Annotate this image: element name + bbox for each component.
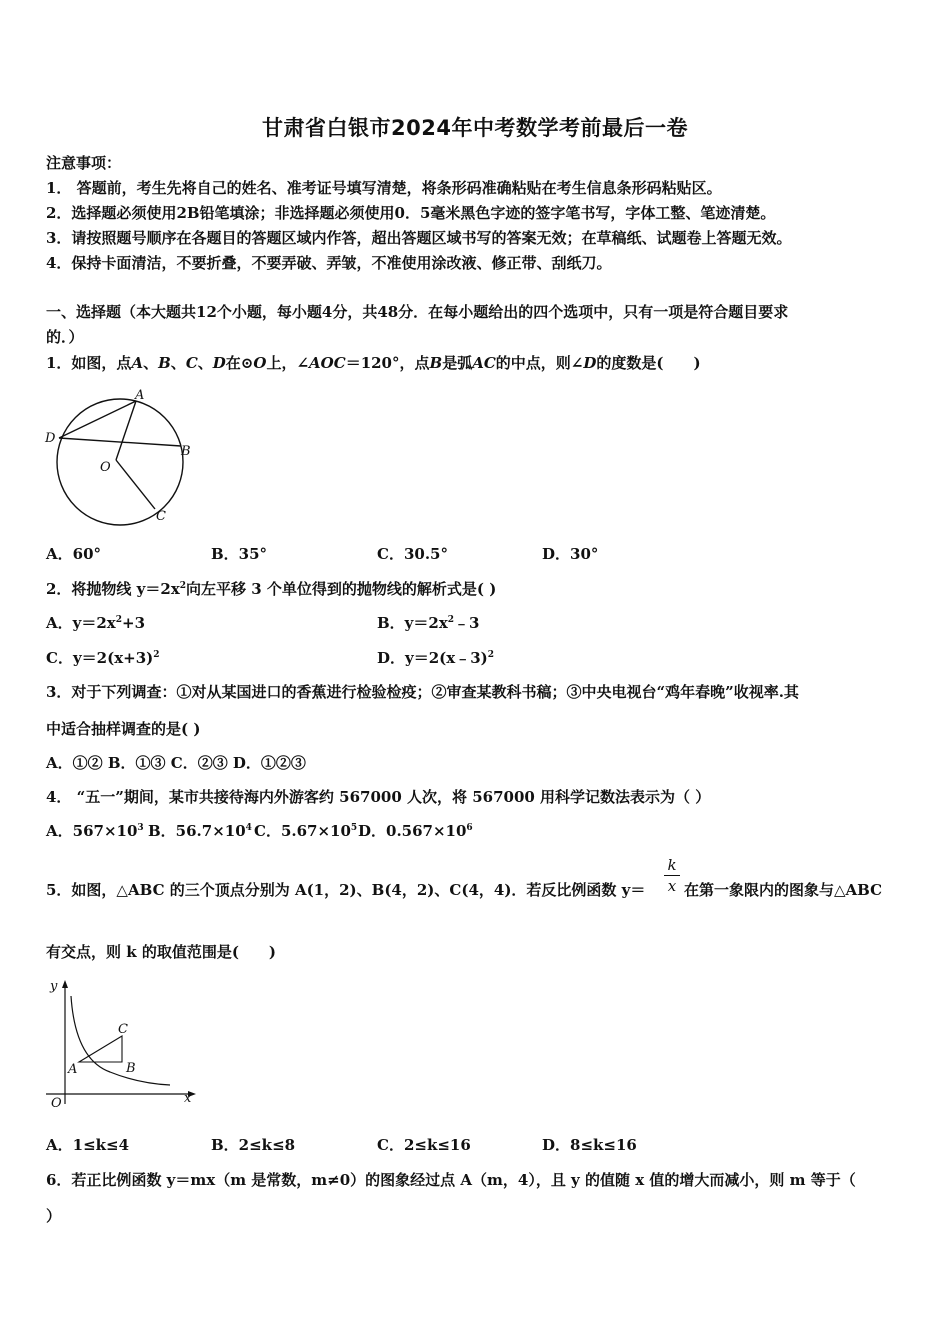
q4-stem: 4． “五一”期间，某市共接待海内外游客约 567000 人次，将 567000 用科学记数法表示为（ ） (46, 788, 711, 806)
q5-stem-part2: 在第一象限内的图象与△ABC (684, 881, 883, 899)
q5-option-d: D．8≤k≤16 (542, 1136, 637, 1154)
label-x: x (184, 1091, 192, 1106)
q2-option-c: C．$y=2(x+3)^2$ (46, 649, 160, 667)
label-b: B (181, 444, 191, 459)
q4-option-a: A．$567\times 10^3$ (46, 822, 144, 840)
circle-o (57, 399, 183, 525)
section-heading-line2: 的．） (46, 328, 84, 346)
q2-option-a: A．$y=2x^2+3$ (46, 614, 146, 632)
q3-stem-line2: 中适合抽样调查的是( ) (46, 720, 201, 738)
label-c: C (118, 1022, 128, 1037)
q1-option-d: D．30° (542, 545, 599, 563)
q1-option-c: C．30.5° (377, 545, 448, 563)
notes-heading: 注意事项： (46, 154, 122, 172)
q4-option-c: C．$5.67\times 10^5$ (254, 822, 358, 840)
note-item-2: 2．选择题必须使用2B铅笔填涂；非选择题必须使用0．5毫米黑色字迹的签字笔书写，字体工整、笔迹清楚。 (46, 204, 776, 222)
label-d: D (45, 431, 56, 446)
q1-stem: 1．如图，点A、B、C、D在⊙O上，∠AOC＝120°，点B是弧AC的中点，则∠D的度数是( ) (46, 354, 701, 372)
q6-stem-line1: 6．若正比例函数 y＝mx（m 是常数，m≠0）的图象经过点 A（m，4），且 y 的值随 x 值的增大而减小，则 m 等于（ (46, 1171, 856, 1189)
label-a: A (135, 388, 145, 403)
label-b: B (126, 1061, 136, 1076)
chord-db (59, 438, 181, 446)
q3-options: A．①② B．①③ C．②③ D．①②③ (46, 754, 306, 772)
hyperbola-curve (71, 996, 170, 1085)
q1-option-a: A．60° (46, 545, 102, 563)
q5-stem-line2: 有交点，则 k 的取值范围是( ) (46, 943, 277, 961)
section-heading-line1: 一、选择题（本大题共12个小题，每小题4分，共48分．在每小题给出的四个选项中，只有一项是符合题目要求 (46, 303, 789, 321)
label-y: y (50, 979, 58, 994)
q6-stem-line2: ） (46, 1207, 62, 1225)
q4-option-d: D．$0.567\times 10^6$ (358, 822, 473, 840)
label-o: O (100, 460, 111, 475)
q5-fraction-k-over-x: k x (662, 856, 682, 895)
q5-option-a: A．1≤k≤4 (46, 1136, 130, 1154)
q2-stem: 2．将抛物线 $y=2x^2$向左平移 3 个单位得到的抛物线的解析式是( ) (46, 580, 497, 598)
q5-stem-part1: 5．如图，△ABC 的三个顶点分别为 A(1，2)、B(4，2)、C(4，4)．若反比例函数 y＝ (46, 881, 646, 899)
q5-graph-figure (40, 976, 210, 1116)
q3-stem-line1: 3．对于下列调查：①对从某国进口的香蕉进行检验检疫；②审查某教科书稿；③中央电视台“鸡年春晚”收视率.其 (46, 683, 799, 701)
q4-option-b: B．$56.7\times 10^4$ (148, 822, 252, 840)
radius-oc (116, 460, 155, 509)
y-axis-arrow (62, 980, 68, 988)
q2-option-d: D．y＝2(x﹣3)$^2$ (377, 649, 495, 667)
note-item-4: 4．保持卡面清洁，不要折叠，不要弄破、弄皱，不准使用涂改液、修正带、刮纸刀。 (46, 254, 612, 272)
note-item-1: 1． 答题前，考生先将自己的姓名、准考证号填写清楚，将条形码准确粘贴在考生信息条形码粘贴区。 (46, 179, 722, 197)
note-item-3: 3．请按照题号顺序在各题目的答题区域内作答，超出答题区域书写的答案无效；在草稿纸、试题卷上答题无效。 (46, 229, 792, 247)
page-title: 甘肃省白银市2024年中考数学考前最后一卷 (262, 116, 688, 140)
q2-option-b: B．$y=2x^2﹣3$ (377, 614, 480, 632)
chord-da (59, 401, 136, 438)
q1-option-b: B．35° (211, 545, 268, 563)
q1-circle-figure (40, 380, 210, 530)
triangle-abc (79, 1036, 122, 1062)
label-o: O (51, 1096, 62, 1111)
label-c: C (156, 509, 166, 524)
q5-option-c: C．2≤k≤16 (377, 1136, 471, 1154)
q5-option-b: B．2≤k≤8 (211, 1136, 296, 1154)
label-a: A (68, 1062, 78, 1077)
